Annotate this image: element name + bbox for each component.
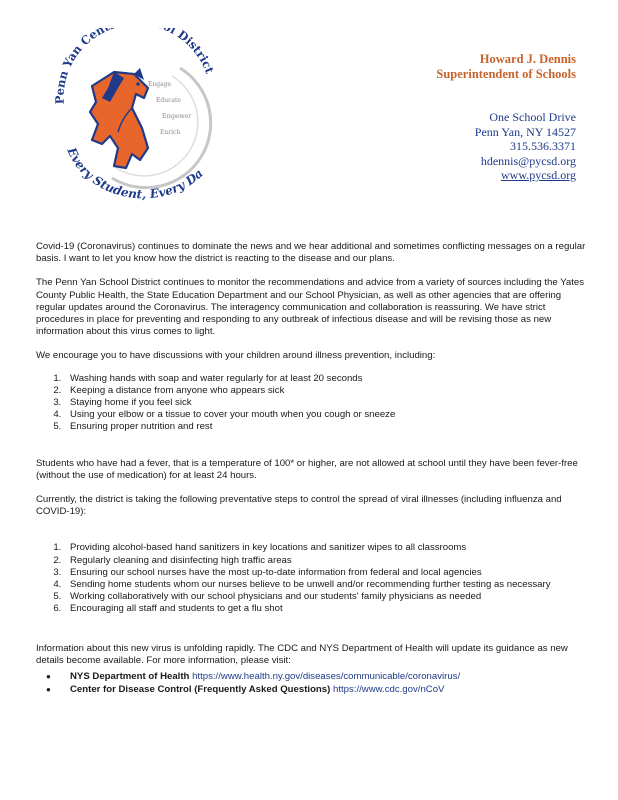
list-item: 4. Sending home students whom our nurses believe to be unwell and/or recommending further testing as necessary [64, 579, 588, 591]
resource-item-cdc [64, 684, 588, 697]
list-item: 5. Working collaboratively with our school physicians and our students' family physicians as needed [64, 591, 588, 603]
resource-link[interactable]: https://www.health.ny.gov/diseases/communicable/coronavirus/ [192, 671, 461, 683]
list-item: 2. Regularly cleaning and disinfecting high traffic areas [64, 555, 588, 567]
svg-text:Every Student, Every Day: Every Student, Every Da [64, 145, 206, 202]
paragraph-discussions: We encourage you to have discussions with your children around illness prevention, including: [36, 350, 436, 362]
website-link[interactable]: www.pycsd.org [501, 168, 576, 182]
list-item: 4. Using your elbow or a tissue to cover your mouth when you cough or sneeze [64, 409, 588, 421]
email-address[interactable]: hdennis@pycsd.org [480, 153, 576, 168]
letterhead [336, 52, 576, 183]
resource-name: NYS Department of Health [70, 671, 190, 683]
resource-name: Center for Disease Control (Frequently Asked Questions) [70, 683, 331, 695]
svg-text:Enrich: Enrich [160, 129, 181, 136]
paragraph-more-info: Information about this new virus is unfolding rapidly. The CDC and NYS Department of Health will update its guidance as new details become available. For more information, please visit: [36, 642, 568, 666]
list-item: 2. Keeping a distance from anyone who appears sick [64, 385, 588, 397]
mustang-logo-graphic [52, 28, 222, 208]
superintendent-title: Superintendent of Schools [436, 67, 576, 81]
svg-text:Engage: Engage [148, 81, 172, 88]
superintendent-name: Howard J. Dennis [479, 52, 576, 66]
district-logo [52, 28, 222, 208]
resource-item-nys-health [64, 671, 588, 684]
paragraph-intro: Covid-19 (Coronavirus) continues to dominate the news and we hear additional and sometimes conflicting messages on a regular basis. I want to let you know how the district is reacting to the disease and our plans. [36, 241, 586, 265]
list-item: 3. Ensuring our school nurses have the most up-to-date information from federal and local agencies [64, 567, 588, 579]
prevention-list [36, 373, 588, 434]
svg-text:Empower: Empower [162, 113, 192, 120]
svg-text:Penn Yan Central School Distri: Penn Yan Cen l District [52, 28, 217, 105]
list-item: 1. Washing hands with soap and water regularly for at least 20 seconds [64, 373, 588, 385]
phone-number: 315.536.3371 [510, 139, 576, 153]
resources-list [36, 671, 588, 696]
list-item: 1. Providing alcohol-based hand sanitizers in key locations and sanitizer wipes to all classrooms [64, 542, 588, 554]
svg-text:Educate: Educate [156, 97, 181, 104]
list-item: 6. Encouraging all staff and students to get a flu shot [64, 603, 588, 615]
letter-body [36, 241, 588, 696]
mustang-icon [90, 68, 148, 168]
address-line-2: Penn Yan, NY 14527 [474, 124, 576, 139]
resource-link[interactable]: https://www.cdc.gov/nCoV [333, 683, 445, 695]
paragraph-preventative-steps: Currently, the district is taking the following preventative steps to control the spread of viral illnesses (including influenza and COVID-19): [36, 494, 562, 518]
paragraph-monitoring: The Penn Yan School District continues to monitor the recommendations and advice from a variety of sources including the Yates County Public Health, the State Education Department and our School Physician, as well as other agencies that are offering regular updates around the Coronavirus. The interagency communication and collaboration is reassuring. We have strict procedures in place for preventing and responding to any outbreak of infectious disease and will be revising those as new information about this virus comes to light. [36, 277, 585, 338]
paragraph-fever-policy: Students who have had a fever, that is a temperature of 100* or higher, are not allowed at school until they have been fever-free (without the use of medication) for at least 24 hours. [36, 457, 578, 481]
list-item: 3. Staying home if you feel sick [64, 397, 588, 409]
address-line-1: One School Drive [489, 110, 576, 124]
steps-list [36, 542, 588, 615]
list-item: 5. Ensuring proper nutrition and rest [64, 421, 588, 433]
